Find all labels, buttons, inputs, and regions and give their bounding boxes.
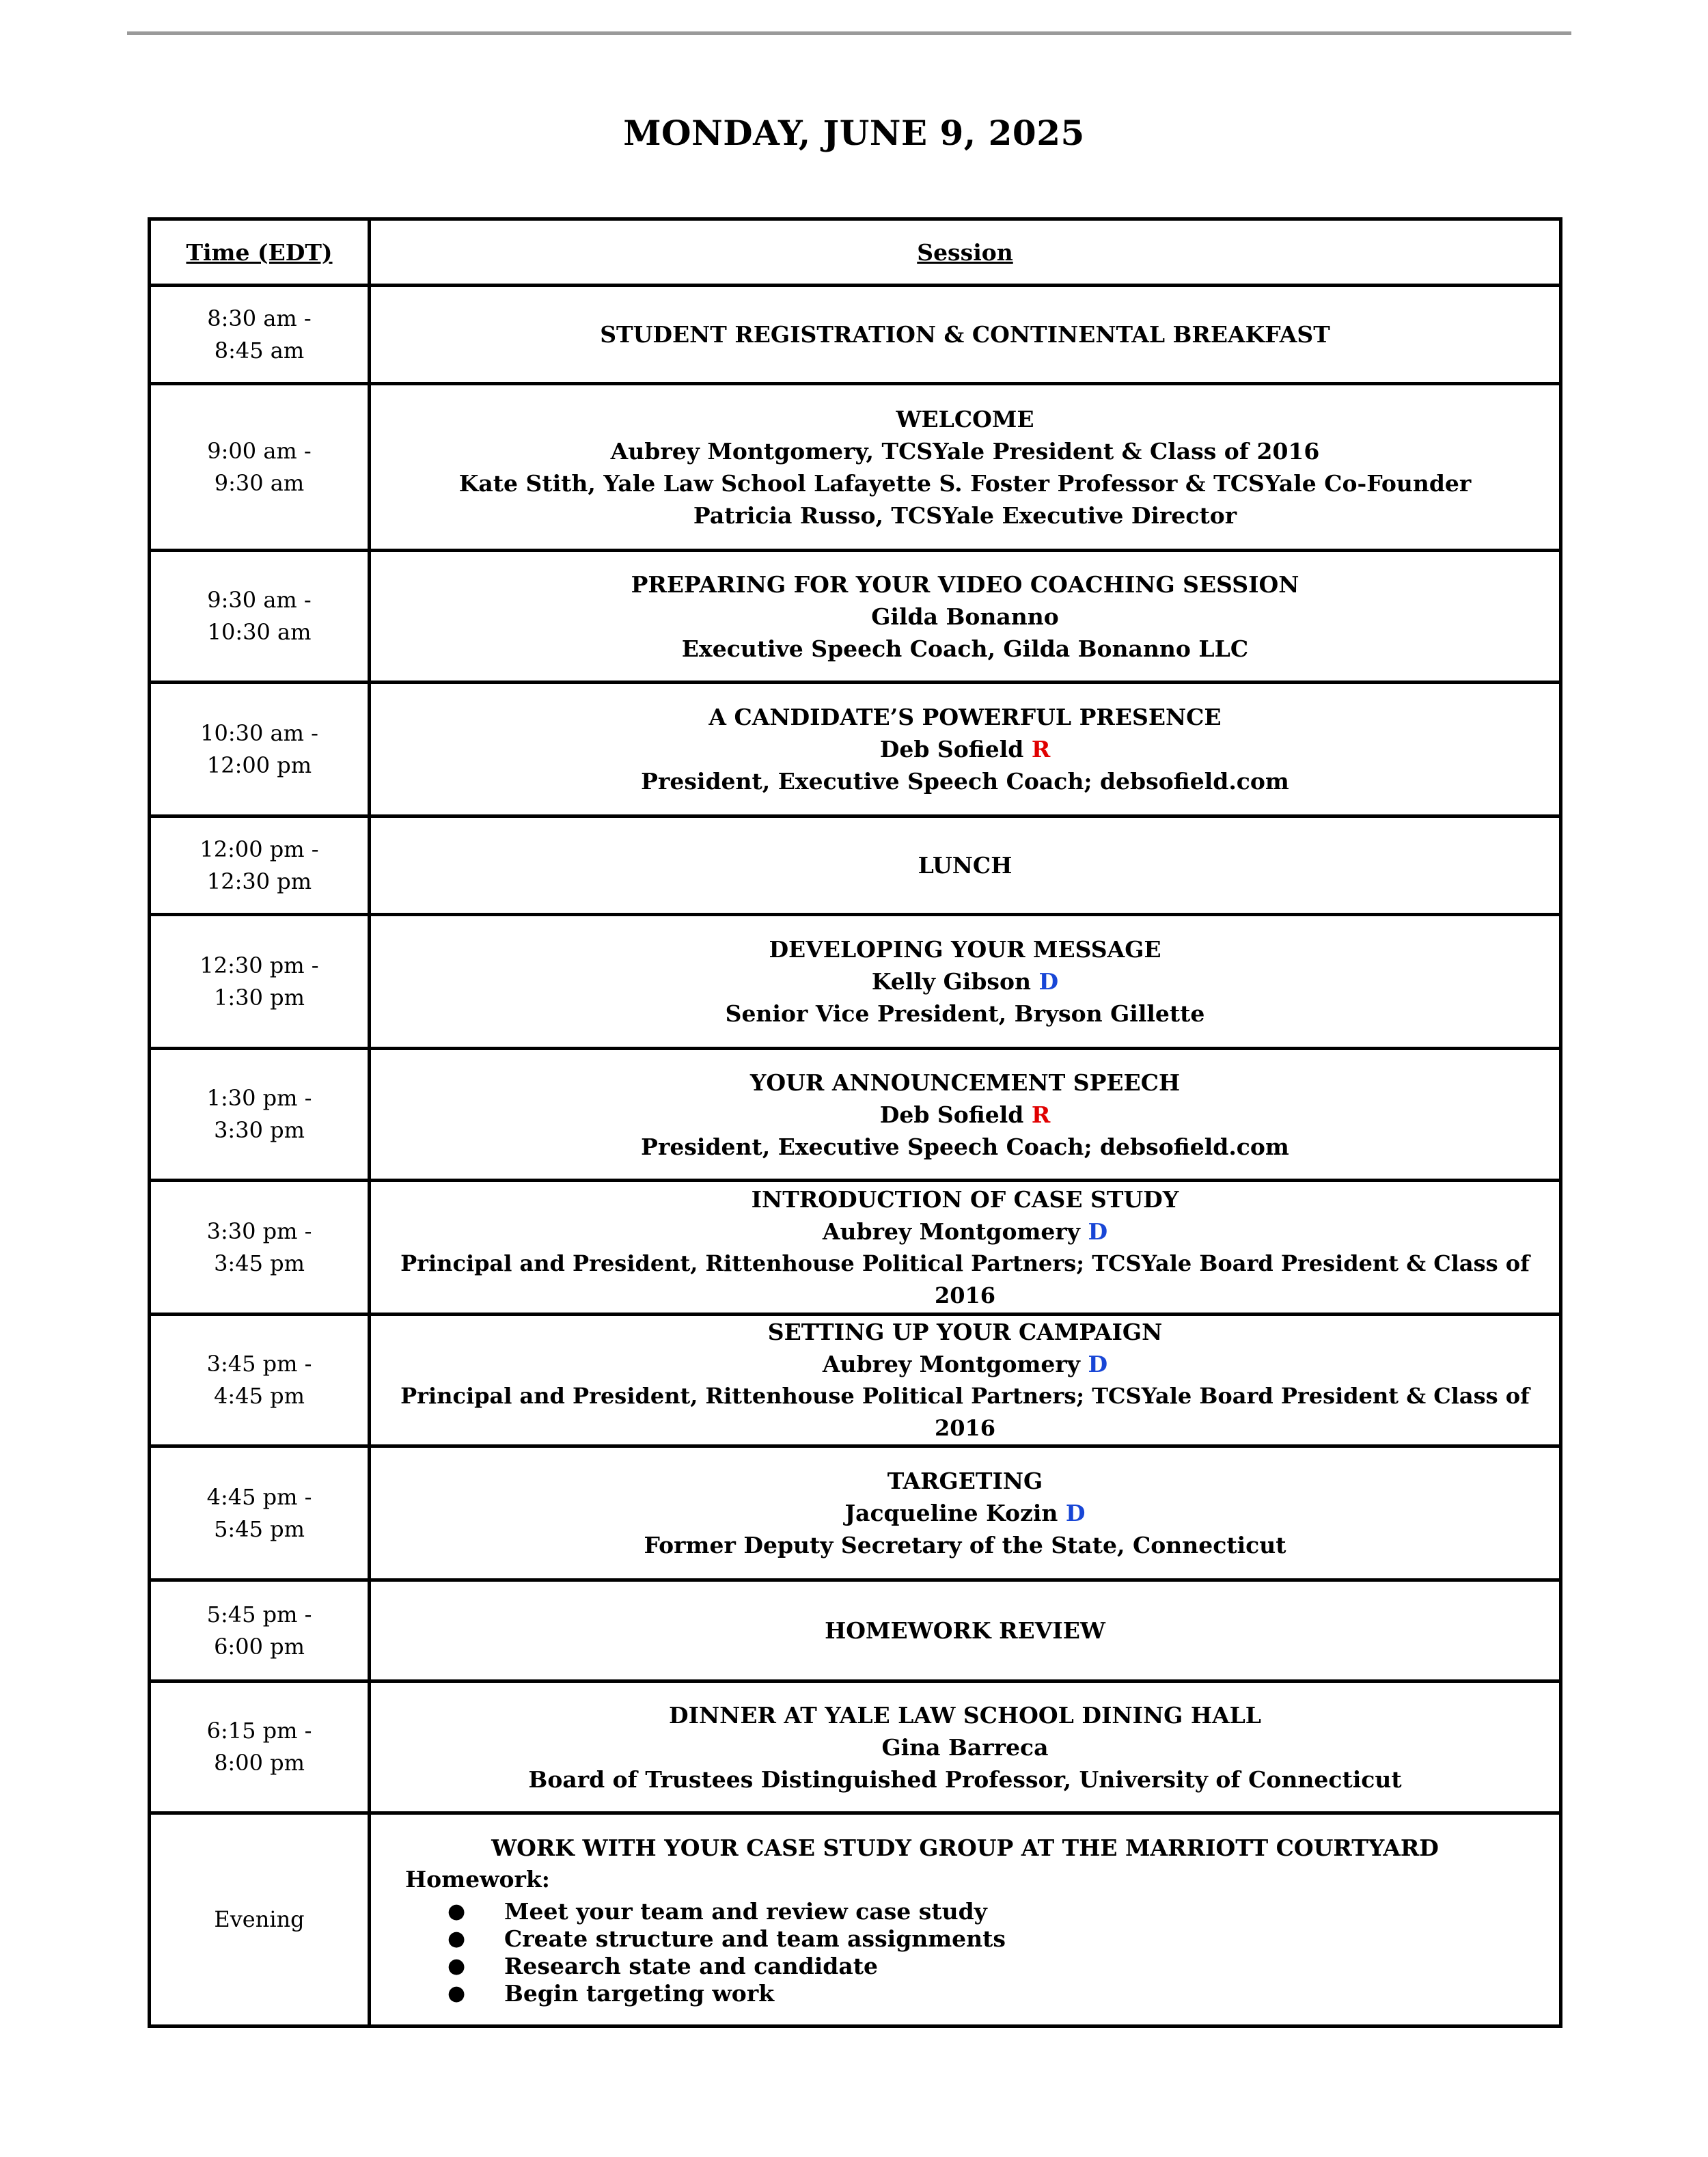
- table-row-evening: [150, 1813, 1561, 2027]
- session-cell: [370, 1049, 1561, 1181]
- time-cell: [150, 1446, 370, 1580]
- session-cell: [370, 551, 1561, 683]
- session-speaker: [371, 1099, 1559, 1131]
- session-cell: [370, 1681, 1561, 1813]
- session-cell: [370, 1813, 1561, 2027]
- time-end: 8:45 am: [214, 337, 305, 363]
- list-item: [405, 1953, 1559, 1980]
- session-line: Principal and President, Rittenhouse Political Partners; TCSYale Board President & Class of 2016: [400, 1250, 1530, 1308]
- schedule-table: [148, 217, 1562, 2028]
- time-start: 5:45 pm -: [206, 1601, 312, 1627]
- bullet-icon: ●: [447, 1899, 466, 1923]
- session-cell: [370, 1580, 1561, 1681]
- time-start: 4:45 pm -: [206, 1483, 312, 1510]
- session-cell: [370, 683, 1561, 816]
- time-end: 12:00 pm: [206, 752, 312, 778]
- time-cell: [150, 1315, 370, 1446]
- session-title: DEVELOPING YOUR MESSAGE: [769, 936, 1161, 963]
- time-cell: [150, 1681, 370, 1813]
- party-badge-r: R: [1031, 1101, 1051, 1128]
- homework-block: [371, 1864, 1559, 2007]
- time-end: 1:30 pm: [214, 984, 305, 1011]
- table-row: [150, 816, 1561, 915]
- session-speaker: [371, 1348, 1559, 1380]
- session-title: DINNER AT YALE LAW SCHOOL DINING HALL: [668, 1701, 1262, 1729]
- time-cell: [150, 384, 370, 551]
- session-cell: [370, 1315, 1561, 1446]
- session-line: Gina Barreca: [881, 1733, 1049, 1761]
- session-line: President, Executive Speech Coach; debsofield.com: [641, 1133, 1289, 1160]
- homework-item: Begin targeting work: [504, 1980, 775, 2007]
- time-end: 9:30 am: [214, 469, 305, 496]
- table-row: [150, 1446, 1561, 1580]
- table-row: [150, 1681, 1561, 1813]
- time-cell: [150, 1181, 370, 1315]
- session-title: PREPARING FOR YOUR VIDEO COACHING SESSION: [631, 571, 1299, 598]
- homework-item: Meet your team and review case study: [504, 1898, 987, 1925]
- table-row: [150, 551, 1561, 683]
- session-cell: [370, 816, 1561, 915]
- time-start: 3:45 pm -: [206, 1351, 312, 1377]
- header-time: Time (EDT): [150, 219, 370, 286]
- time-end: 3:30 pm: [214, 1117, 305, 1143]
- party-badge-d: D: [1065, 1500, 1086, 1526]
- time-end: 12:30 pm: [206, 868, 312, 894]
- homework-list: [405, 1898, 1559, 2007]
- time-cell: [150, 683, 370, 816]
- time-cell: [150, 1049, 370, 1181]
- party-badge-d: D: [1038, 968, 1059, 995]
- session-title: SETTING UP YOUR CAMPAIGN: [767, 1319, 1163, 1345]
- bullet-icon: ●: [447, 1927, 466, 1951]
- session-speaker: [371, 965, 1559, 998]
- time-end: 3:45 pm: [214, 1250, 305, 1276]
- list-item: [405, 1980, 1559, 2007]
- table-row: [150, 1181, 1561, 1315]
- table-row: [150, 1315, 1561, 1446]
- time-end: 6:00 pm: [214, 1633, 305, 1660]
- session-cell: [370, 915, 1561, 1049]
- session-speaker: [371, 1215, 1559, 1248]
- time-cell: [150, 551, 370, 683]
- speaker-name: Aubrey Montgomery: [822, 1351, 1080, 1377]
- time-cell: [150, 915, 370, 1049]
- time-start: 8:30 am -: [207, 305, 312, 331]
- session-line: Board of Trustees Distinguished Professor, University of Connecticut: [528, 1766, 1402, 1793]
- session-cell: [370, 1181, 1561, 1315]
- bullet-icon: ●: [447, 1981, 466, 2005]
- homework-item: Create structure and team assignments: [504, 1925, 1006, 1952]
- time-start: 12:30 pm -: [199, 952, 319, 978]
- session-title: LUNCH: [918, 852, 1013, 879]
- time-start: 3:30 pm -: [206, 1218, 312, 1244]
- session-title: WELCOME: [896, 405, 1034, 432]
- speaker-name: Aubrey Montgomery: [822, 1218, 1080, 1245]
- time-start: 9:00 am -: [207, 437, 312, 464]
- time-end: 5:45 pm: [214, 1515, 305, 1542]
- session-title: A CANDIDATE’S POWERFUL PRESENCE: [708, 704, 1222, 730]
- session-line: Kate Stith, Yale Law School Lafayette S. Foster Professor & TCSYale Co-Founder: [458, 469, 1472, 497]
- table-row: [150, 286, 1561, 384]
- header-session: Session: [370, 219, 1561, 286]
- session-cell: [370, 384, 1561, 551]
- session-title: WORK WITH YOUR CASE STUDY GROUP AT THE MARRIOTT COURTYARD: [491, 1835, 1439, 1861]
- time-evening: Evening: [214, 1906, 305, 1932]
- time-end: 10:30 am: [207, 619, 312, 645]
- time-start: 10:30 am -: [200, 719, 318, 746]
- time-start: 6:15 pm -: [206, 1718, 312, 1744]
- speaker-name: Deb Sofield: [879, 1101, 1024, 1128]
- speaker-name: Deb Sofield: [879, 736, 1024, 762]
- time-end: 8:00 pm: [214, 1750, 305, 1776]
- time-cell: [150, 1813, 370, 2027]
- table-row: [150, 384, 1561, 551]
- speaker-name: Kelly Gibson: [871, 968, 1031, 995]
- speaker-name: Jacqueline Kozin: [844, 1500, 1058, 1526]
- top-divider: [127, 31, 1571, 35]
- table-header-row: [150, 219, 1561, 286]
- session-line: Principal and President, Rittenhouse Political Partners; TCSYale Board President & Class of 2016: [400, 1383, 1530, 1441]
- session-title: INTRODUCTION OF CASE STUDY: [751, 1185, 1179, 1213]
- session-line: President, Executive Speech Coach; debsofield.com: [641, 768, 1289, 795]
- session-line: Patricia Russo, TCSYale Executive Director: [693, 502, 1237, 529]
- session-title: STUDENT REGISTRATION & CONTINENTAL BREAKFAST: [600, 321, 1330, 348]
- list-item: [405, 1898, 1559, 1925]
- homework-item: Research state and candidate: [504, 1953, 878, 1979]
- party-badge-d: D: [1088, 1218, 1108, 1245]
- time-cell: [150, 816, 370, 915]
- session-title: YOUR ANNOUNCEMENT SPEECH: [749, 1069, 1181, 1096]
- time-start: 1:30 pm -: [206, 1085, 312, 1111]
- session-line: Former Deputy Secretary of the State, Connecticut: [644, 1532, 1286, 1558]
- time-start: 9:30 am -: [207, 587, 312, 613]
- party-badge-r: R: [1031, 736, 1051, 762]
- session-cell: [370, 286, 1561, 384]
- list-item: [405, 1925, 1559, 1953]
- page-title: MONDAY, JUNE 9, 2025: [623, 113, 1085, 153]
- session-line: Senior Vice President, Bryson Gillette: [725, 1000, 1205, 1027]
- time-start: 12:00 pm -: [199, 836, 319, 862]
- session-speaker: [371, 733, 1559, 765]
- time-cell: [150, 1580, 370, 1681]
- homework-label: Homework:: [405, 1866, 550, 1893]
- table-row: [150, 683, 1561, 816]
- session-title: HOMEWORK REVIEW: [825, 1617, 1105, 1644]
- time-end: 4:45 pm: [214, 1383, 305, 1409]
- session-line: Aubrey Montgomery, TCSYale President & Class of 2016: [610, 437, 1320, 465]
- table-row: [150, 915, 1561, 1049]
- session-cell: [370, 1446, 1561, 1580]
- session-line: Executive Speech Coach, Gilda Bonanno LLC: [681, 635, 1249, 662]
- party-badge-d: D: [1088, 1351, 1108, 1377]
- session-line: Gilda Bonanno: [871, 603, 1059, 630]
- table-row: [150, 1580, 1561, 1681]
- table-row: [150, 1049, 1561, 1181]
- session-title: TARGETING: [887, 1468, 1043, 1494]
- bullet-icon: ●: [447, 1954, 466, 1978]
- time-cell: [150, 286, 370, 384]
- session-speaker: [371, 1497, 1559, 1529]
